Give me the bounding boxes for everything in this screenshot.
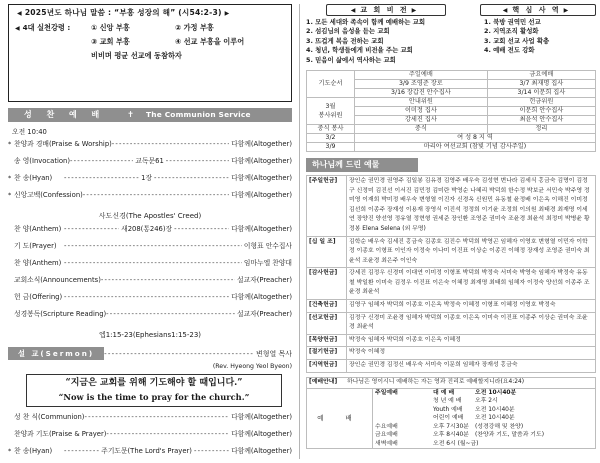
table-cell: 기도순서 bbox=[307, 70, 355, 97]
dotted-leader bbox=[154, 174, 229, 182]
table-cell: 헌금위원 bbox=[487, 97, 595, 106]
order-closing bbox=[8, 413, 292, 463]
table-row bbox=[307, 175, 596, 236]
worship-time-row bbox=[373, 397, 595, 406]
order-row bbox=[8, 174, 292, 191]
core-item: 4. 예배 전도 강화 bbox=[484, 46, 535, 55]
vision-title-text: 교 회 비 전 bbox=[360, 6, 409, 14]
order-row bbox=[8, 447, 292, 463]
order-label: 찬양과 기도(Praise & Prayer) bbox=[14, 429, 107, 438]
table-cell: 최윤석 안수집사 bbox=[487, 115, 595, 124]
service-time: 오후 2시 bbox=[475, 398, 498, 405]
theme-title: 2025년도 하나님 말씀 : “부흥 성장의 해” (시54:2-3) bbox=[24, 8, 222, 17]
worship-time-row bbox=[373, 440, 595, 449]
order-label: 성경봉독(Scripture Reading) bbox=[14, 310, 107, 319]
scripture-line: 엡1:15-23(Ephesians1:15-23) bbox=[98, 331, 202, 340]
service-schedule-table bbox=[306, 70, 596, 152]
dotted-leader bbox=[101, 276, 235, 284]
order-label: 찬 송(Hyan) bbox=[14, 446, 53, 455]
service-name: 오전 6시 (월~금) bbox=[433, 440, 479, 447]
sermon-preacher: 변형열 목사 bbox=[255, 349, 292, 358]
dotted-leader bbox=[106, 310, 235, 318]
offering-names: 김학순 배우숙 김세진 홍금숙 김종호 김진수 박덕희 박영곤 임헤자 이영호 변형열 이민자 이학정 이종호 이형표 이인자 이정숙 이나미 이진표 이상순 이종진 이해정 장재성 조영준 권미숙 최윤석 조윤경 최은주 이인숙 bbox=[347, 236, 596, 268]
dotted-leader bbox=[64, 259, 242, 267]
offering-names: 김영구 임헤자 박덕희 이종호 이은옥 박정숙 이혜정 이형표 이혜정 이영호 박정숙 bbox=[347, 300, 596, 313]
order-row bbox=[8, 310, 292, 327]
offering-names: 김정구 신경미 조윤경 임헤자 박덕희 이종호 이은옥 이미숙 이진표 이종주 이상순 권미숙 조윤경 최윤석 bbox=[347, 312, 596, 334]
order-row bbox=[8, 225, 292, 242]
dotted-leader bbox=[83, 191, 229, 199]
order-leader: 다함께(Altogether) bbox=[231, 446, 293, 455]
order-leader: 임마누엘 찬양대 bbox=[243, 259, 292, 268]
service-type: 새벽예배 bbox=[375, 440, 398, 447]
theme-box bbox=[8, 4, 292, 102]
dotted-leader bbox=[64, 225, 119, 233]
table-cell: 중식 봉사 bbox=[307, 124, 355, 133]
order-of-worship bbox=[8, 140, 292, 463]
core-item: 1. 북방 권역민 선교 bbox=[484, 18, 541, 26]
offering-category: [지역헌금] bbox=[307, 360, 347, 373]
table-row bbox=[307, 124, 596, 133]
order-label: 헌 금(Offering) bbox=[14, 293, 63, 302]
offering-names: 박정숙 이혜정 bbox=[347, 347, 596, 360]
order-leader: 설교자(Preacher) bbox=[237, 276, 292, 285]
service-time: (찬양과 기도, 말씀과 기도) bbox=[475, 432, 544, 439]
table-row bbox=[307, 334, 596, 347]
order-row bbox=[8, 276, 292, 293]
dotted-leader bbox=[64, 242, 242, 250]
dotted-leader bbox=[104, 350, 254, 359]
order-label: 찬 양(Anthem) bbox=[14, 259, 62, 268]
rise-mark: * bbox=[8, 446, 12, 455]
cross-icon: ✝ bbox=[127, 110, 135, 119]
table-cell: 안내위원 bbox=[355, 97, 488, 106]
table-row bbox=[307, 97, 596, 106]
sermon-label: 설 교(Sermon) bbox=[8, 347, 104, 360]
offering-category: [건축헌금] bbox=[307, 300, 347, 313]
vision-list bbox=[306, 18, 472, 65]
order-label: 찬 송(Hyan) bbox=[14, 174, 53, 183]
service-time: 오전 10시40분 bbox=[475, 415, 515, 422]
vision-section bbox=[306, 4, 596, 65]
practice-item: ③ 교회 부흥 bbox=[91, 36, 130, 46]
service-type bbox=[373, 414, 433, 423]
order-label: 송 영(Invocation) bbox=[14, 157, 71, 166]
order-leader: 다함께(Altogether) bbox=[231, 140, 292, 149]
core-ministry-title bbox=[480, 4, 596, 16]
order-row bbox=[8, 430, 292, 447]
service-time bbox=[475, 440, 595, 449]
order-detail: 새208(통246)장 bbox=[121, 225, 173, 234]
worship-time-row bbox=[373, 431, 595, 440]
offering-names: 장인순 권민경 김정신 배우숙 서미숙 이문희 임헤자 장재성 홍금숙 bbox=[347, 360, 596, 373]
table-cell: 3월 봉사위원 bbox=[307, 97, 355, 124]
right-column bbox=[306, 4, 596, 449]
offering-category: [감사헌금] bbox=[307, 268, 347, 300]
practice-label: 4대 실천강령 : bbox=[22, 22, 71, 32]
order-detail: 1장 bbox=[141, 174, 153, 183]
table-row bbox=[307, 347, 596, 360]
order-detail: 주기도문(The Lord's Prayer) bbox=[101, 446, 192, 455]
vision-item: 5. 믿음이 삶에서 역사하는 교회 bbox=[306, 55, 396, 64]
table-row bbox=[307, 360, 596, 373]
table-cell: 3/9 bbox=[307, 142, 355, 151]
table-cell: 여 성 8 지 역 bbox=[355, 133, 596, 142]
table-cell: 금요예배 bbox=[487, 70, 595, 79]
core-list bbox=[480, 18, 596, 56]
worship-time-row bbox=[373, 423, 595, 432]
offering-title: 하나님께 드린 예물 bbox=[306, 158, 418, 172]
service-type: 금요예배 bbox=[375, 432, 398, 439]
dotted-leader bbox=[64, 447, 99, 455]
preacher-english: (Rev. Hyeong Yeol Byeon) bbox=[212, 363, 292, 371]
service-type: 수요예배 bbox=[375, 423, 398, 430]
worship-band-title: 성 찬 예 배 bbox=[24, 110, 106, 119]
order-row bbox=[8, 191, 292, 208]
offering-names: 강세진 김정우 신경미 이대연 이미정 이형표 박덕희 박정숙 서미숙 박영숙 임헤자 박정숙 유동철 박일환 이미숙 김정우 이진표 이은숙 이혜정 최재명 최태희 임헤자 이정숙 양선희 이종주 조윤경 최윤석 bbox=[347, 268, 596, 300]
vision-item: 4. 청년, 학생들에게 비전을 주는 교회 bbox=[306, 46, 413, 55]
service-name: 오후 8시40분 bbox=[433, 432, 469, 439]
offering-table bbox=[306, 175, 596, 373]
table-cell: 3/7 최재명 집사 bbox=[487, 79, 595, 88]
order-row bbox=[8, 259, 292, 276]
table-row bbox=[307, 142, 596, 151]
worship-guide-label: 예 배 bbox=[307, 389, 373, 449]
triangle-right-icon: ▶ bbox=[411, 7, 419, 14]
order-label: 찬양과 경배(Praise & Worship) bbox=[14, 140, 112, 149]
table-cell: 정리 bbox=[487, 124, 595, 133]
core-ministry bbox=[472, 4, 596, 65]
core-item: 2. 지역조직 활성화 bbox=[484, 27, 539, 36]
column-divider bbox=[299, 4, 300, 459]
vision-item: 1. 모든 세대와 족속이 함께 예배하는 교회 bbox=[306, 18, 425, 26]
table-row bbox=[307, 312, 596, 334]
offering-category: [주일헌금] bbox=[307, 175, 347, 236]
worship-guide-category: [예배안내] bbox=[309, 378, 338, 385]
rise-mark: * bbox=[8, 140, 12, 149]
practice-item: ① 신앙 부흥 bbox=[91, 22, 130, 32]
table-row bbox=[307, 300, 596, 313]
dotted-leader bbox=[64, 174, 139, 182]
offering-category: [선교헌금] bbox=[307, 312, 347, 334]
service-time: 오전 10시40분 bbox=[475, 406, 515, 413]
service-name: Youth 예배 bbox=[433, 406, 463, 413]
vision-item: 2. 섬김님의 음성을 듣는 교회 bbox=[306, 27, 390, 36]
service-name: 청 년 예 배 bbox=[433, 398, 462, 405]
offering-category: [십 일 조] bbox=[307, 236, 347, 268]
table-cell: 강세진 집사 bbox=[355, 115, 488, 124]
order-leader: 다함께(Altogether) bbox=[231, 293, 292, 302]
table-cell: 이문희 안수집사 bbox=[487, 106, 595, 115]
church-vision-title bbox=[326, 4, 446, 16]
offering-category: [목양헌금] bbox=[307, 334, 347, 347]
order-row bbox=[8, 242, 292, 259]
offering-names: 박정숙 임헤자 박덕희 이종호 이은옥 이혜정 bbox=[347, 334, 596, 347]
dotted-leader bbox=[84, 413, 229, 421]
worship-guide-header bbox=[307, 378, 595, 389]
sermon-quote-english: “Now is the time to pray for the church.” bbox=[58, 392, 250, 403]
order-leader: 다함께(Altogether) bbox=[231, 225, 293, 234]
dotted-leader bbox=[174, 225, 229, 233]
triangle-left-icon: ◀ bbox=[350, 7, 358, 14]
order-row bbox=[8, 140, 292, 157]
order-leader: 설교자(Preacher) bbox=[237, 310, 292, 319]
worship-band bbox=[8, 108, 292, 122]
core-item: 3. 교회 선교 사업 확충 bbox=[484, 36, 550, 45]
triangle-left-icon: ◀ bbox=[502, 7, 510, 14]
service-name: 대 예 배 bbox=[433, 389, 455, 396]
practice-label-line bbox=[15, 23, 91, 46]
worship-band-english: The Communion Service bbox=[146, 110, 251, 120]
service-type bbox=[373, 406, 433, 415]
worship-time-row bbox=[373, 389, 595, 398]
offering-names: 장인순 권민경 권영주 김일봉 김유경 김영주 배우숙 김성현 변나라 김세식 홍금숙 김명이 김정구 신정미 김진선 이서진 김민정 김미란 박영순 나혜리 박덕희 한수정 박보균 서민숙 박주영 정미영 이재희 박미정 배우숙 변형열 이진자 신경옥 신원민 유동철 윤정배 이은옥 이해진 이미정 김선희 이종주 장재성 이용재 장영식 이진석 정정희 이기윤 조정희 이의원 최태경 최재명 이세연 장양진 양선영 정유열 정현형 권세준 장인환 조영준 권미숙 조윤경 최윤석 최정미 박병윤 황정봉 Elena Selena (외 무명) bbox=[347, 175, 596, 236]
left-column bbox=[8, 4, 292, 463]
church-vision bbox=[306, 4, 472, 65]
order-leader: 다함께(Altogether) bbox=[231, 412, 292, 421]
table-cell: 중식 bbox=[355, 124, 488, 133]
dotted-leader bbox=[64, 293, 229, 301]
order-leader: 이형표 안수집사 bbox=[243, 242, 292, 251]
order-label: 찬 양(Anthem) bbox=[14, 225, 62, 234]
order-label: 교회소식(Announcements) bbox=[14, 276, 101, 285]
worship-guide-verse: 하나님은 영이시니 예배하는 자는 영과 진리로 예배할지니라(요4:24) bbox=[347, 378, 525, 385]
table-row bbox=[307, 236, 596, 268]
dotted-leader bbox=[70, 157, 133, 165]
core-title-text: 핵 심 사 역 bbox=[512, 6, 561, 14]
order-row bbox=[8, 413, 292, 430]
triangle-left-icon: ◀ bbox=[17, 10, 22, 17]
worship-guide-box bbox=[306, 377, 596, 450]
dotted-leader bbox=[194, 447, 229, 455]
table-row bbox=[307, 133, 596, 142]
worship-guide-body bbox=[307, 389, 595, 449]
order-leader: 다함께(Altogether) bbox=[231, 174, 293, 183]
table-cell: 3/14 이문희 집사 bbox=[487, 88, 595, 97]
order-leader: 다함께(Altogether) bbox=[231, 157, 292, 166]
table-cell: 3/16 장갑진 안수집사 bbox=[355, 88, 488, 97]
table-row bbox=[307, 268, 596, 300]
table-cell: 주일예배 bbox=[355, 70, 488, 79]
service-time: (성경강해 및 찬양) bbox=[475, 423, 524, 430]
worship-times-grid bbox=[373, 389, 595, 449]
service-name: 어린이 예배 bbox=[433, 415, 464, 422]
theme-title-line bbox=[17, 8, 285, 18]
practice-row bbox=[15, 23, 285, 46]
table-cell: 3/9 조영준 장로 bbox=[355, 79, 488, 88]
worship-time-row bbox=[373, 414, 595, 423]
order-label: 성 찬 식(Communion) bbox=[14, 412, 85, 421]
creed-line: 사도신경(The Apostles' Creed) bbox=[98, 212, 202, 221]
vision-item: 3. 뜨겁게 복음 전하는 교회 bbox=[306, 36, 384, 45]
service-time: 오전 10시40분 bbox=[475, 389, 517, 396]
service-type bbox=[373, 397, 433, 406]
triangle-right-icon: ▶ bbox=[563, 7, 571, 14]
order-row bbox=[8, 293, 292, 310]
worship-time: 오전 10:40 bbox=[12, 128, 47, 136]
rise-mark: * bbox=[8, 174, 12, 183]
table-cell: 이미정 집사 bbox=[355, 106, 488, 115]
sermon-quote-korean: “지금은 교회를 위해 기도해야 할 때입니다.” bbox=[65, 378, 243, 389]
worship-time-row bbox=[373, 406, 595, 415]
dotted-leader bbox=[112, 140, 229, 148]
order-leader: 다함께(Altogether) bbox=[231, 191, 292, 200]
service-type: 주일예배 bbox=[375, 389, 398, 396]
triangle-right-icon: ▶ bbox=[224, 10, 230, 17]
practice-grid bbox=[91, 23, 285, 46]
order-leader: 다함께(Altogether) bbox=[231, 429, 292, 438]
dotted-leader bbox=[166, 157, 229, 165]
offering-category: [절기헌금] bbox=[307, 347, 347, 360]
practice-item: ② 가정 부흥 bbox=[175, 22, 214, 32]
triangle-left-icon: ◀ bbox=[15, 24, 20, 32]
order-label: 기 도(Prayer) bbox=[14, 242, 57, 251]
table-cell: 마리아 여선교회 (참빛 기념 감사주일) bbox=[355, 142, 596, 151]
sermon-row bbox=[8, 346, 292, 361]
dotted-leader bbox=[106, 430, 229, 438]
order-detail: 교독문61 bbox=[135, 157, 164, 166]
practice-item: ④ 선교 부흥을 이루어 bbox=[175, 36, 245, 46]
order-row bbox=[8, 157, 292, 174]
order-label: 신앙고백(Confession) bbox=[14, 191, 83, 200]
table-row bbox=[307, 70, 596, 79]
rise-mark: * bbox=[8, 191, 12, 200]
sermon-quote-box bbox=[26, 374, 282, 407]
table-cell: 3/2 bbox=[307, 133, 355, 142]
service-name: 오후 7시30분 bbox=[433, 423, 469, 430]
practice-extra: 비비며 평균 선교에 동참하자 bbox=[91, 50, 182, 60]
